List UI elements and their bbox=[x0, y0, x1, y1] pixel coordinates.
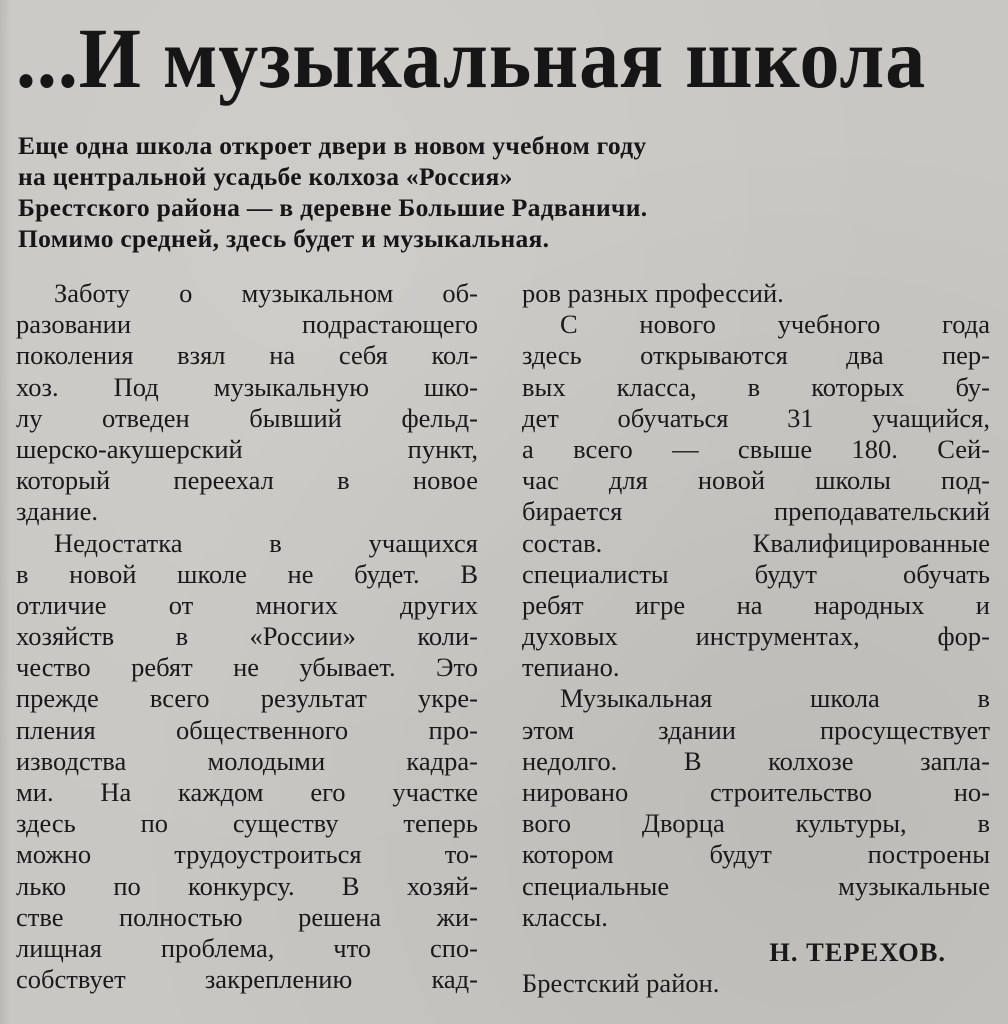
text-line: состав. Квалифицированные bbox=[522, 527, 990, 558]
text-line: разовании подрастающего bbox=[16, 309, 478, 340]
lead-line: Брестского района — в деревне Большие Радваничи. bbox=[18, 193, 648, 222]
text-line: Заботу о музыкальном об- bbox=[54, 278, 478, 308]
text-line: собствует закреплению кад- bbox=[16, 964, 478, 995]
text-line: бирается преподавательский bbox=[522, 496, 990, 527]
text-line: С нового учебного года bbox=[560, 309, 990, 340]
text-line: а всего — свыше 180. Сей- bbox=[522, 433, 990, 464]
text-line: стве полностью решена жи- bbox=[16, 901, 478, 932]
text-line: отличие от многих других bbox=[16, 589, 478, 620]
text-line: тепиано. bbox=[522, 652, 620, 683]
text-line: можно трудоустроиться то- bbox=[16, 839, 478, 870]
text-line: дет обучаться 31 учащийся, bbox=[522, 402, 990, 433]
text-line: Недостатка в учащихся bbox=[54, 527, 478, 558]
lead-line: на центральной усадьбе колхоза «Россия» bbox=[18, 162, 513, 191]
text-line: духовых инструментах, фор- bbox=[522, 621, 990, 652]
left-column bbox=[16, 278, 478, 995]
text-line: специалисты будут обучать bbox=[522, 558, 990, 589]
text-line: который переехал в новое bbox=[16, 465, 478, 496]
text-line: этом здании просуществует bbox=[522, 714, 990, 745]
article-headline: ...И музыкальная школа bbox=[16, 10, 927, 106]
lead-line: Помимо средней, здесь будет и музыкальная. bbox=[18, 224, 550, 253]
text-line: классы. bbox=[522, 901, 608, 932]
text-line: лу отведен бывший фельд- bbox=[16, 402, 478, 433]
text-line: час для новой школы под- bbox=[522, 465, 990, 496]
text-line: специальные музыкальные bbox=[522, 870, 990, 901]
text-line: лищная проблема, что спо- bbox=[16, 932, 478, 963]
text-line: изводства молодыми кадра- bbox=[16, 745, 478, 776]
text-line: ребят игре на народных и bbox=[522, 589, 990, 620]
text-line: шерско-акушерский пункт, bbox=[16, 433, 478, 464]
text-line: здесь открываются два пер- bbox=[522, 340, 990, 371]
text-line: пления общественного про- bbox=[16, 714, 478, 745]
text-line: вых класса, в которых бу- bbox=[522, 371, 990, 402]
text-line: прежде всего результат укре- bbox=[16, 683, 478, 714]
text-line: поколения взял на себя кол- bbox=[16, 340, 478, 371]
article-lead bbox=[18, 130, 918, 254]
paper-edge-shadow bbox=[0, 0, 10, 1024]
text-line: лько по конкурсу. В хозяй- bbox=[16, 870, 478, 901]
text-line: Музыкальная школа в bbox=[560, 683, 990, 714]
text-line: ми. На каждом его участке bbox=[16, 777, 478, 807]
lead-line: Еще одна школа откроет двери в новом учебном году bbox=[18, 131, 647, 160]
text-line: недолго. В колхозе запла- bbox=[522, 745, 990, 776]
text-line: вого Дворца культуры, в bbox=[522, 808, 990, 839]
text-line: ров разных профессий. bbox=[522, 278, 784, 308]
text-line: нировано строительство но- bbox=[522, 777, 990, 807]
right-column bbox=[522, 278, 990, 999]
text-line: котором будут построены bbox=[522, 839, 990, 870]
author-signature: Н. ТЕРЕХОВ. bbox=[769, 936, 946, 967]
text-line: хозяйств в «России» коли- bbox=[16, 621, 478, 652]
text-line: здание. bbox=[16, 496, 98, 527]
text-line: здесь по существу теперь bbox=[16, 808, 478, 839]
author-location: Брестский район. bbox=[522, 968, 720, 999]
text-line: хоз. Под музыкальную шко- bbox=[16, 371, 478, 402]
text-line: в новой школе не будет. В bbox=[16, 558, 478, 589]
text-line: чество ребят не убывает. Это bbox=[16, 652, 478, 683]
